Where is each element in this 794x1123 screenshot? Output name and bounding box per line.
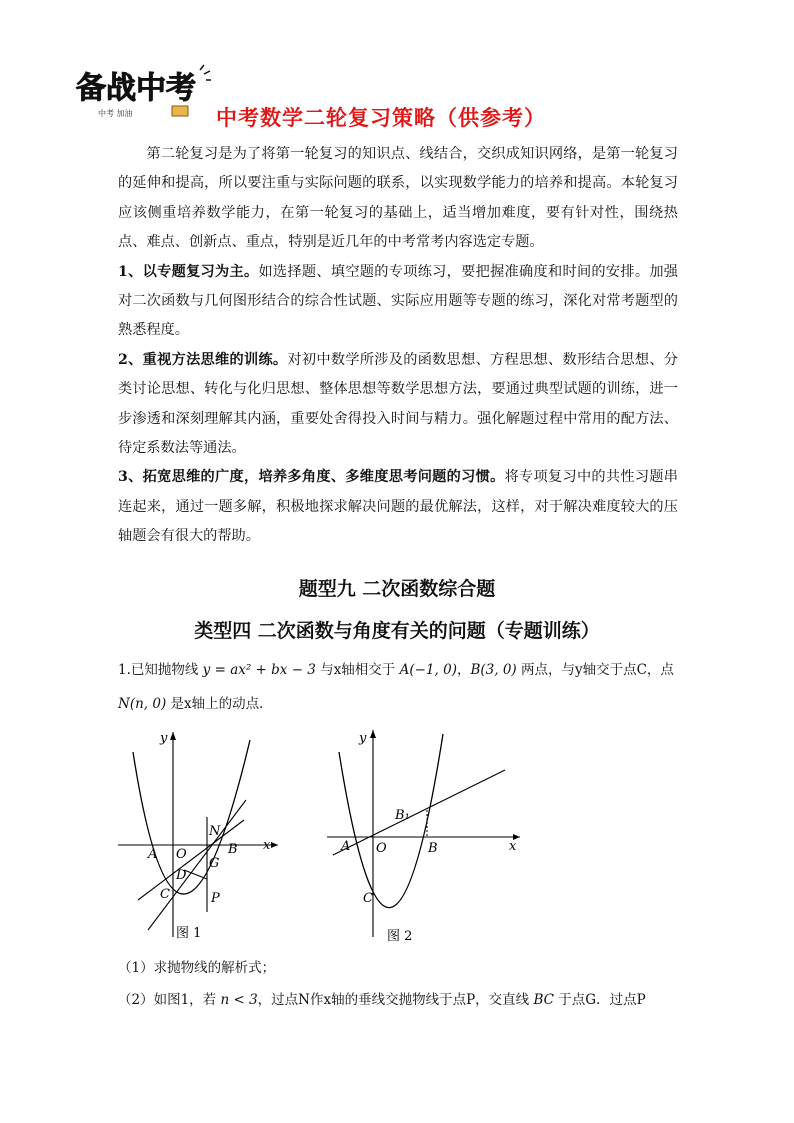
sub-question-1: （1）求抛物线的解析式； <box>118 960 276 976</box>
point-3-head: 3、拓宽思维的广度，培养多角度、多维度思考问题的习惯。 <box>118 469 505 486</box>
label-c: C <box>160 887 170 902</box>
question-text: （2）如图1，若 <box>118 992 221 1008</box>
label-c: C <box>363 891 373 906</box>
question-text: 于点G．过点P <box>554 992 646 1008</box>
figure-2-caption: 图 2 <box>387 929 413 944</box>
parabola-equation: y = ax² + bx − 3 <box>202 662 316 678</box>
section-title: 题型九 二次函数综合题 <box>298 578 496 600</box>
label-g: G <box>209 856 220 871</box>
point-n-coord: N(n, 0) <box>118 696 167 712</box>
label-y: y <box>359 731 367 746</box>
parabola-curve <box>339 734 443 908</box>
logo-subtext: 中考 加油 <box>98 109 133 118</box>
question-line-2 <box>118 692 688 716</box>
sub-question-2 <box>118 988 688 1012</box>
parabola-curve <box>133 740 250 894</box>
question-text: 是x轴上的动点． <box>166 696 273 712</box>
question-text: 1.已知抛物线 <box>118 662 203 678</box>
line-bc <box>148 800 246 930</box>
label-x: x <box>509 839 517 854</box>
label-b1: B₁ <box>395 808 410 823</box>
point-1-text: 如选择题、填空题的专项练习，要把握准确度和时间的安排。加强对二次函数与几何图形结合的综合性试题、实际应用题等专题的练习，深化对常考题型的熟悉程度。 <box>118 263 678 339</box>
label-x: x <box>263 838 271 853</box>
logo <box>72 62 212 120</box>
line-name: BC <box>533 992 554 1008</box>
point-a-coord: A(−1, 0) <box>399 662 457 678</box>
label-d: D <box>176 868 187 883</box>
figure-2 <box>325 722 525 947</box>
point-3-text: 将专项复习中的共性习题串连起来，通过一题多解，积极地探求解决问题的最优解法，这样，对于解决难度较大的压轴题会有很大的帮助。 <box>118 469 678 545</box>
point-b-coord: B(3, 0) <box>470 662 517 678</box>
book-icon <box>172 106 188 116</box>
point-1 <box>118 258 678 346</box>
point-2-head: 2、重视方法思维的训练。 <box>118 351 288 368</box>
question-line-1 <box>118 658 688 682</box>
point-2-text: 对初中数学所涉及的函数思想、方程思想、数形结合思想、分类讨论思想、转化与化归思想、整体思想等数学思想方法，要通过典型试题的训练，进一步渗透和深刻理解其内涵，重要处舍得投入时间与精力。强化解题过程中常用的配方法、待定系数法等通法。 <box>118 351 678 457</box>
label-b: B <box>228 842 238 857</box>
label-p: P <box>211 891 220 906</box>
label-a: A <box>148 847 158 862</box>
figure-1 <box>118 722 288 947</box>
intro-paragraph: 第二轮复习是为了将第一轮复习的知识点、线结合，交织成知识网络，是第一轮复习的延伸和提高，所以要注重与实际问题的联系，以实现数学能力的培养和提高。本轮复习应该侧重培养数学能力，在第一轮复习的基础上，适当增加难度，要有针对性，围绕热点、难点、创新点、重点，特别是近几年的中考常考内容选定专题。 <box>118 146 678 251</box>
question-text: 两点，与y轴交于点C，点 <box>516 662 674 678</box>
label-y: y <box>160 731 168 746</box>
question-text: ， <box>456 662 471 678</box>
label-o: O <box>376 841 387 856</box>
logo-text: 备战中考 <box>76 71 196 106</box>
intro-body <box>118 140 678 552</box>
condition: n < 3 <box>220 992 258 1008</box>
label-o: O <box>176 847 187 862</box>
figure-1-caption: 图 1 <box>176 926 202 941</box>
point-3 <box>118 463 678 551</box>
point-2 <box>118 346 678 464</box>
subsection-title: 类型四 二次函数与角度有关的问题（专题训练） <box>194 620 600 642</box>
question-text: 与x轴相交于 <box>315 662 400 678</box>
line-ab1 <box>333 770 505 855</box>
label-a: A <box>341 839 351 854</box>
label-b: B <box>428 841 438 856</box>
page-title: 中考数学二轮复习策略（供参考） <box>216 106 546 130</box>
point-1-head: 1、以专题复习为主。 <box>118 263 259 280</box>
label-n: N <box>209 824 221 839</box>
question-text: ，过点N作x轴的垂线交抛物线于点P，交直线 <box>257 992 534 1008</box>
